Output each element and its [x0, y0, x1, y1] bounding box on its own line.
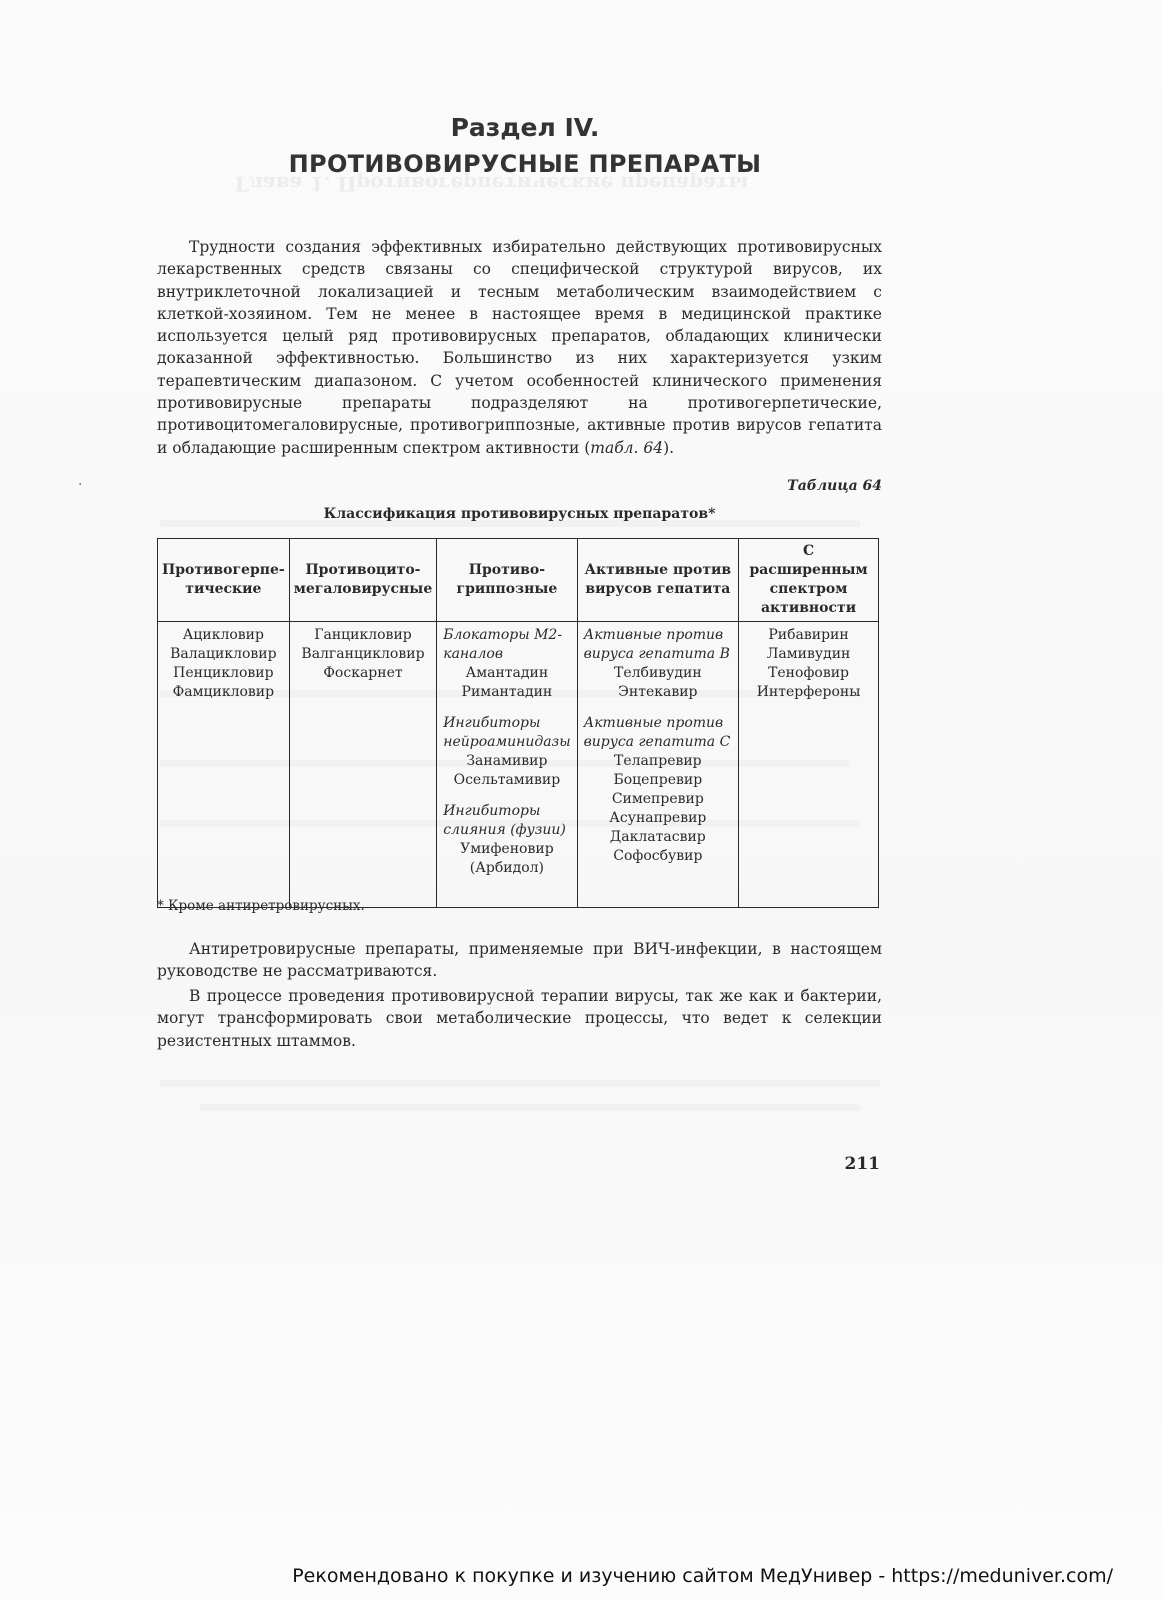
drug-name: Ганцикловир [314, 627, 412, 643]
group-category: Ингибиторы нейроаминидазы [443, 715, 571, 750]
paragraph-antiretroviral [157, 938, 882, 983]
drug-name: Софосбувир [613, 848, 703, 864]
group-category: Активные против вируса гепатита С [583, 715, 731, 750]
drug-group [443, 714, 570, 790]
drug-name: Телбивудин [614, 665, 702, 681]
drug-group [443, 626, 570, 702]
drug-name: Пенцикловир [173, 665, 274, 681]
header-anticmv: Противоцито-мегаловирусные [289, 539, 437, 622]
bleed-through [200, 1104, 860, 1111]
drug-name: Амантадин [465, 665, 549, 681]
col-antihepatitis [577, 622, 739, 908]
drug-name: Валганцикловир [301, 646, 425, 662]
classification-table [157, 538, 879, 908]
drug-name: Рибавирин [768, 627, 849, 643]
drug-name: Ацикловир [182, 627, 264, 643]
bleed-through [160, 1080, 880, 1087]
group-category: Ингибиторы слияния (фузии) [443, 803, 566, 838]
drug-name: Занамивир [466, 753, 548, 769]
col-antiherpetic [158, 622, 290, 908]
drug-name: Энтекавир [618, 684, 698, 700]
intro-end: ). [663, 438, 675, 457]
group-category: Активные против вируса гепатита В [583, 627, 730, 662]
intro-text: Трудности создания эффективных избирательно действующих противовирусных лекарственных средств связаны со специфической структурой вирусов, их внутриклеточной локализацией и тесным метаболическим взаимодействием с клеткой-хозяином. Тем не менее в настоящее время в медицинской практике используется целый ряд противовирусных препаратов, обладающих клинически доказанной эффективностью. Большинство из них характеризуется узким терапевтическим диапазоном. С учетом особенностей клинического применения противовирусные препараты подразделяют на противогерпетические, противоцитомегаловирусные, противогриппозные, активные против вирусов гепатита и обладающие расширенным спектром активности ( [157, 238, 882, 457]
drug-name: Интерфероны [756, 684, 861, 700]
col-broad-spectrum [739, 622, 879, 908]
recommendation-banner: Рекомендовано к покупке и изучению сайтом МедУнивер - https://meduniver.com/ [292, 1565, 1113, 1587]
drug-name: (Арбидол) [469, 860, 544, 876]
section-title: ПРОТИВОВИРУСНЫЕ ПРЕПАРАТЫ [288, 150, 762, 178]
table-row [158, 622, 879, 908]
drug-name: Телапревир [614, 753, 702, 769]
group-category: Блокаторы М2-каналов [443, 627, 563, 662]
col-anticmv [289, 622, 437, 908]
table-reference: табл. 64 [590, 438, 664, 457]
scan-mark: · [78, 477, 83, 493]
table-label: Таблица 64 [787, 478, 882, 494]
table-title: Классификация противовирусных препаратов* [323, 506, 716, 522]
drug-group [584, 714, 733, 866]
drug-name: Осельтамивир [453, 772, 561, 788]
bleed-through: Глава 1. Противогерпетические препараты [235, 172, 749, 196]
header-antihepatitis: Активные против вирусов гепатита [577, 539, 739, 622]
drug-name: Боцепревир [613, 772, 703, 788]
header-antiherpetic: Противогерпе-тические [158, 539, 290, 622]
drug-name: Фамцикловир [172, 684, 275, 700]
drug-name: Асунапревир [609, 810, 707, 826]
intro-paragraph [157, 236, 882, 459]
page-number: 211 [844, 1154, 880, 1174]
drug-name: Фоскарнет [323, 665, 403, 681]
table-header-row [158, 539, 879, 622]
section-number: Раздел IV. [450, 113, 600, 142]
header-antiinfluenza: Противо-гриппозные [437, 539, 577, 622]
paragraph-text: Антиретровирусные препараты, применяемые при ВИЧ-инфекции, в настоящем руководстве не рассматриваются. [157, 940, 882, 981]
table-footnote: * Кроме антиретровирусных. [157, 898, 365, 914]
paragraph-resistance [157, 985, 882, 1052]
header-broad-spectrum: С расширенным спектром активности [739, 539, 879, 622]
paragraph-text: В процессе проведения противовирусной терапии вирусы, так же как и бактерии, могут трансформировать свои метаболические процессы, что ведет к селекции резистентных штаммов. [157, 987, 882, 1050]
drug-name: Симепревир [611, 791, 704, 807]
drug-group [443, 802, 570, 878]
col-antiinfluenza [437, 622, 577, 908]
drug-name: Валацикловир [170, 646, 277, 662]
drug-name: Умифеновир [460, 841, 554, 857]
drug-name: Ламивудин [766, 646, 851, 662]
drug-name: Даклатасвир [609, 829, 706, 845]
drug-name: Тенофовир [768, 665, 850, 681]
drug-group [584, 626, 733, 702]
drug-name: Римантадин [461, 684, 553, 700]
